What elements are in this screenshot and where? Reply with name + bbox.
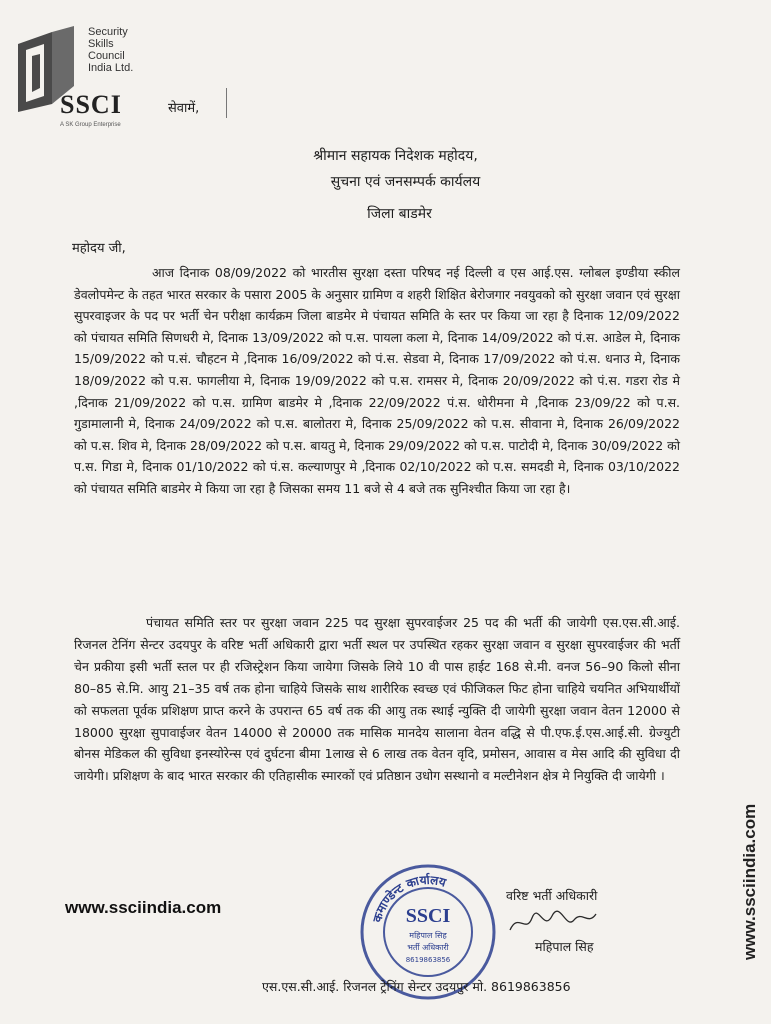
logo-line: Security [88,26,128,38]
logo-line: India Ltd. [88,62,134,74]
seal-center-text: SSCI [405,905,451,927]
seal-designation: भर्ती अधिकारी [407,943,449,952]
side-website-text: www.ssciindia.com [740,803,759,960]
recipient-office: सुचना एवं जनसम्पर्क कार्यलय [330,174,481,190]
recipient-district: जिला बाडमेर [367,206,432,222]
seal-outer-text: कमाण्डेन्ट कार्यालय [370,872,448,924]
signature-title: वरिष्ट भर्ती अधिकारी [506,888,598,903]
logo-line: Council [88,50,125,62]
logo-company-name [88,26,158,74]
logo-acronym: SSCI [60,90,122,119]
pen-mark [226,88,229,118]
seal-phone: 8619863856 [405,956,451,964]
body-paragraph-2: पंचायत समिति स्तर पर सुरक्षा जवान 225 पद सुरक्षा सुपरवाईजर 25 पद की भर्ती की जायेगी एस.एस.सी.आई. रिजनल टेनिंग सेन्टर उदयपुर के वरिष्ट भर्ती अधिकारी द्वारा भर्ती स्थल पर उपस्थित रहकर सुरक्षा जवान व सुरक्षा सुपरवाईजर की भर्ती चेन प्रकीया इसी भर्ती स्तल पर ही रजिस्ट्रेशन किया जायेगा जिसके लिये 10 वी पास हाईट 168 से.मी. वनज 56–90 किलो सीना 80–85 से.मि. आयु 21–35 वर्ष तक होना चाहिये जिसके साथ शारीरिक स्वच्छ एवं फीजिकल फिट होना चाहिये चयनित अभियार्थीयों को सफलता पूर्वक प्रशिक्षण प्राप्त करने के उपरान्त 65 वर्ष तक की आयु तक स्थाई न्युक्ति दी जायेगी सुरक्षा जवान वेतन 12000 से 18000 सुरक्षा सुपावाईजर वेतन 14000 से 20000 तक मासिक मानदेय सालाना वेतन वद्धि से पी.एफ.ई.एस.आई.सी. ग्रेज्युटी बोनस मेडिकल की सुविधा इनस्योरेन्स एवं दुर्घटना बीमा 1लाख से 6 लाख तक वेतन वृदि, प्रमोसन, आवास व मेस आदि की सुविधा दी जायेगी। प्रशिक्षण के बाद भारत सरकार की एतिहासीक स्मारकों एवं प्रतिष्ठान उधोग सस्थानो व मल्टीनेशन क्षेत्र मे नियुक्ति दी जायेगी । [74,615,680,784]
logo-tagline: A SK Group Enterprise [60,122,121,128]
seal-name: महिपाल सिह [409,931,447,940]
recipient-title: श्रीमान सहायक निदेशक महोदय, [313,148,478,164]
greeting: महोदय जी, [72,241,126,256]
signature-name: महिपाल सिह [535,939,594,954]
footer-contact: एस.एस.सी.आई. रिजनल ट्रेनिंग सेन्टर उदयपुर मो. 8619863856 [262,979,571,994]
logo-line: Skills [88,38,114,50]
body-paragraph-1: आज दिनाक 08/09/2022 को भारतीस सुरक्षा दस्ता परिषद नई दिल्ली व एस आई.एस. ग्लोबल इण्डीया स्कील डेवलोपमेन्ट के तहत भारत सरकार के पसारा 2005 के अनुसार ग्रामिण व शहरी शिक्षित बेरोजगार नवयुवको को सुरक्षा जवान एवं सुरक्षा सुपरवाइजर के पद पर भर्ती चेन परीक्षा कार्यक्रम जिला बाडमेर मे पंचायत समिति के स्तर पर किया जा रहा है दिनाक 12/09/2022 को पंचायत समिति सिणधरी मे, दिनाक 13/09/2022 को प.स. पायला कला मे, दिनाक 14/09/2022 को पं.स. आडेल मे, दिनाक 15/09/2022 को प.सं. चौहटन मे ,दिनाक 16/09/2022 को पं.स. सेडवा मे, दिनाक 17/09/2022 को पं.स. धनाउ मे, दिनाक 18/09/2022 को प.स. फागलीया मे, दिनाक 19/09/2022 को प.स. रामसर मे, दिनाक 20/09/2022 को पं.स. गडरा रोड मे ,दिनाक 21/09/2022 को प.स. ग्रामिण बाडमेर मे ,दिनाक 22/09/2022 पं.स. धोरीमना मे ,दिनाक 23/09/22 को प.स. गुडामालानी मे, दिनाक 24/09/2022 को प.स. बालोतरा मे, दिनाक 25/09/2022 को प.स. सीवाना मे, दिनाक 26/09/2022 को प.स. शिव मे, दिनाक 28/09/2022 को प.स. बायतु मे, दिनाक 29/09/2022 को प.स. पाटोदी मे, दिनाक 30/09/2022 को प.स. गिडा मे, दिनाक 01/10/2022 को पं.स. कल्याणपुर मे ,दिनाक 02/10/2022 को प.स. समदडी मे, दिनाक 03/10/2022 को पंचायत समिति बाडमेर मे किया जा रहा है जिसका समय 11 बजे से 4 बजे तक सुनिश्चीत किया जा रहा है। [74,265,680,496]
ssci-logo [12,26,152,130]
handwritten-signature [508,908,598,938]
website-link[interactable]: www.ssciindia.com [65,898,222,917]
to-line: सेवामें, [168,101,200,116]
